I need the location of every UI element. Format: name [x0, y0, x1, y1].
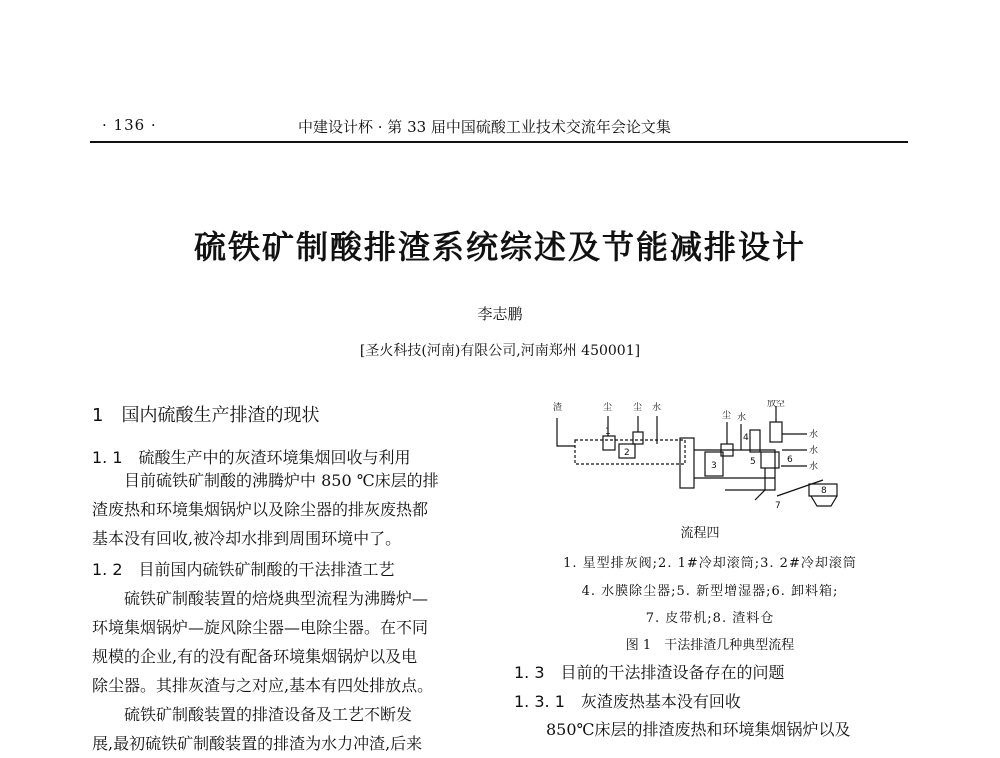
paragraph-1-line: 目前硫铁矿制酸的沸腾炉中 850 ℃床层的排 [92, 471, 439, 490]
label-n2: 2 [624, 448, 630, 458]
section-heading-1: 1 国内硫酸生产排渣的现状 [92, 405, 320, 426]
paragraph-1 [92, 466, 470, 553]
conveyor-belt [777, 480, 823, 496]
section-heading-1-3-1: 1. 3. 1 灰渣废热基本没有回收 [514, 692, 741, 711]
paragraph-2-line: 硫铁矿制酸装置的焙烧典型流程为沸腾炉— [92, 589, 429, 608]
vent-box [770, 422, 782, 442]
label-n4: 4 [743, 433, 749, 443]
unloader [755, 468, 765, 500]
figure-legend-line: 7. 皮带机;8. 渣料仓 [645, 611, 775, 626]
author: 李志鹏 [477, 305, 523, 323]
label-n7: 7 [775, 501, 781, 510]
dust-lines-2 [727, 422, 741, 450]
label-water-5: 水 [809, 462, 819, 472]
paragraph-2-line: 除尘器。其排灰渣与之对应,基本有四处排放点。 [92, 676, 434, 695]
label-dust-1: 尘 [603, 403, 613, 413]
label-n6: 6 [787, 455, 793, 465]
rotary-valve-box [603, 436, 615, 450]
process-flow-diagram [545, 400, 845, 510]
slag-bin-hopper [811, 496, 837, 506]
header-rule [90, 141, 908, 143]
figure-caption: 图 1 干法排渣几种典型流程 [625, 638, 795, 653]
label-water-4: 水 [809, 446, 819, 456]
label-n8: 8 [821, 486, 827, 496]
label-water-2: 水 [737, 413, 747, 423]
drum-2-line [694, 450, 775, 490]
section-heading-1-2: 1. 2 目前国内硫铁矿制酸的干法排渣工艺 [92, 560, 395, 579]
label-slag: 渣 [553, 403, 563, 413]
label-water-1: 水 [652, 403, 662, 413]
paragraph-2-line: 规模的企业,有的没有配备环境集烟锅炉以及电 [92, 647, 418, 666]
section-heading-1-1: 1. 1 硫酸生产中的灰渣环境集烟回收与利用 [92, 448, 411, 467]
label-n5: 5 [750, 457, 756, 467]
water-scrubber [750, 430, 760, 452]
label-n3: 3 [711, 461, 717, 471]
label-n1: 1 [605, 427, 611, 437]
label-vent: 放空 [767, 400, 786, 409]
figure-legend-line: 4. 水膜除尘器;5. 新型增湿器;6. 卸料箱; [581, 584, 839, 599]
paragraph-2-line: 硫铁矿制酸装置的排渣设备及工艺不断发 [92, 705, 413, 724]
paragraph-3: 850℃床层的排渣废热和环境集烟锅炉以及 [514, 720, 851, 739]
label-water-3: 水 [809, 430, 819, 440]
running-header: 中建设计杯 · 第 33 届中国硫酸工业技术交流年会论文集 [298, 118, 671, 136]
page-number: · 136 · [102, 116, 157, 134]
section-heading-1-3: 1. 3 目前的干法排渣设备存在的问题 [514, 663, 785, 682]
paper-title: 硫铁矿制酸排渣系统综述及节能减排设计 [193, 228, 806, 266]
figure-sublabel: 流程四 [680, 526, 720, 541]
paragraph-2-line: 环境集烟锅炉—旋风除尘器—电除尘器。在不同 [92, 618, 429, 637]
paragraph-1-line: 渣废热和环境集烟锅炉以及除尘器的排灰废热都 [92, 500, 429, 519]
dust-collector-box [633, 432, 643, 444]
label-dust-2: 尘 [633, 403, 643, 413]
affiliation: [圣火科技(河南)有限公司,河南郑州 450001] [359, 343, 641, 359]
humidifier [761, 452, 779, 468]
paragraph-2 [92, 584, 470, 758]
paragraph-2-line: 展,最初硫铁矿制酸装置的排渣为水力冲渣,后来 [92, 734, 423, 753]
slag-inlet-pipe [557, 418, 575, 446]
transfer-box [680, 438, 694, 488]
label-dust-3: 尘 [722, 411, 732, 421]
figure-legend-line: 1. 星型排灰阀;2. 1#冷却滚筒;3. 2#冷却滚筒 [563, 556, 857, 571]
paragraph-1-line: 基本没有回收,被冷却水排到周围环境中了。 [92, 529, 402, 548]
